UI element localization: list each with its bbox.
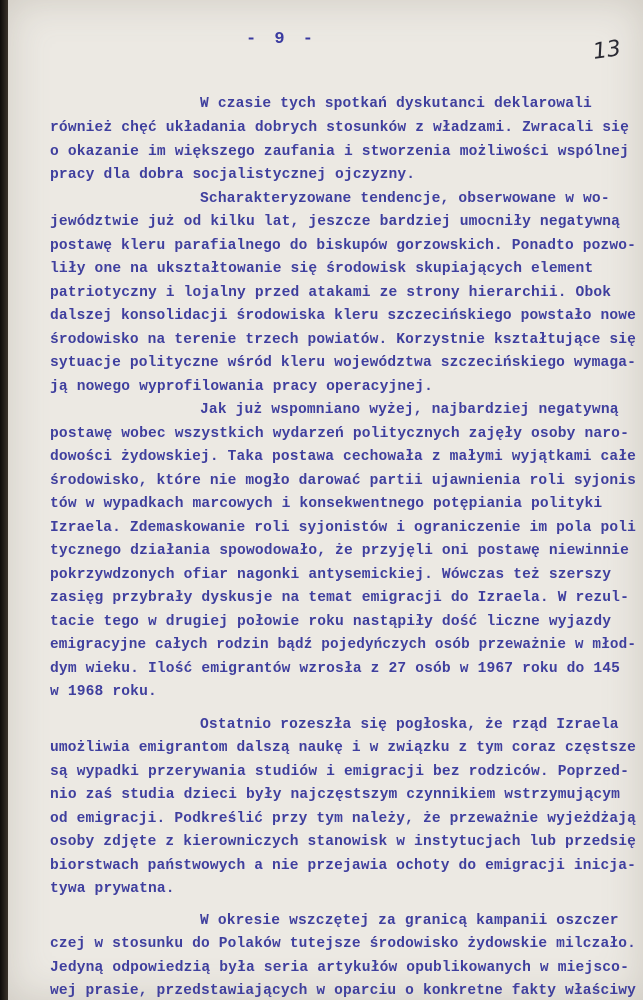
text-line: Izraela. Zdemaskowanie roli syjonistów i ograniczenie im pola poli [50, 520, 637, 536]
page-number: - 9 - [246, 30, 318, 49]
text-line: liły one na ukształtowanie się środowisk skupiających element [50, 261, 594, 277]
text-line: Jak już wspomniano wyżej, najbardziej negatywną [200, 402, 619, 418]
text-line: pokrzywdzonych ofiar nagonki antysemickiej. Wówczas też szerszy [50, 567, 612, 583]
text-line: tacie tego w drugiej połowie roku nastąpiły dość liczne wyjazdy [50, 614, 612, 630]
text-line: postawę wobec wszystkich wydarzeń politycznych zajęły osoby naro- [50, 426, 629, 442]
document-page [8, 0, 643, 1000]
text-line: postawę kleru parafialnego do biskupów gorzowskich. Ponadto pozwo- [50, 238, 637, 254]
text-line: od emigracji. Podkreślić przy tym należy, że przeważnie wyjeżdżają [50, 811, 637, 827]
text-line: środowisko, które nie mogło darować partii ujawnienia roli syjonis [50, 473, 637, 489]
text-line: W czasie tych spotkań dyskutanci deklarowali [200, 96, 592, 112]
text-line: zasięg przybrały dyskusje na temat emigracji do Izraela. W rezul- [50, 590, 629, 606]
text-line: o okazanie im większego zaufania i stworzenia możliwości wspólnej [50, 144, 629, 160]
text-line: nio zaś studia dzieci były najczęstszym czynnikiem wstrzymującym [50, 787, 621, 803]
text-line: emigracyjne całych rodzin bądź pojedyńczych osób przeważnie w młod- [50, 637, 637, 653]
text-line: dym wieku. Ilość emigrantów wzrosła z 27 osób w 1967 roku do 145 [50, 661, 621, 677]
text-line: Jedyną odpowiedzią była seria artykułów opublikowanych w miejsco- [50, 960, 629, 976]
archive-number: 13 [591, 36, 623, 65]
text-line: tywa prywatna. [50, 881, 175, 897]
binding-strip [0, 0, 8, 1000]
text-line: umożliwia emigrantom dalszą naukę i w związku z tym coraz częstsze [50, 740, 637, 756]
text-line: Ostatnio rozeszła się pogłoska, że rząd Izraela [200, 717, 619, 733]
text-line: tycznego działania spowodowało, że przyjęli oni postawę niewinnie [50, 543, 629, 559]
text-line: ją nowego wyprofilowania pracy operacyjnej. [50, 379, 434, 395]
text-line: w 1968 roku. [50, 684, 157, 700]
text-line: dalszej konsolidacji środowiska kleru szczecińskiego powstało nowe [50, 308, 637, 324]
text-line: tów w wypadkach marcowych i konsekwentnego potępiania polityki [50, 496, 603, 512]
text-line: W okresie wszczętej za granicą kampanii oszczer [200, 913, 619, 929]
text-line: biorstwach państwowych a nie przejawia ochoty do emigracji inicja- [50, 858, 637, 874]
text-line: również chęć układania dobrych stosunków z władzami. Zwracali się [50, 120, 629, 136]
text-line: Scharakteryzowane tendencje, obserwowane w wo- [200, 191, 610, 207]
text-line: pracy dla dobra socjalistycznej ojczyzny. [50, 167, 416, 183]
text-line: osoby zdjęte z kierowniczych stanowisk w instytucjach lub przedsię [50, 834, 637, 850]
text-line: dowości żydowskiej. Taka postawa cechowała z małymi wyjątkami całe [50, 449, 637, 465]
text-line: patriotyczny i lojalny przed atakami ze strony hierarchii. Obok [50, 285, 612, 301]
text-line: czej w stosunku do Polaków tutejsze środowisko żydowskie milczało. [50, 936, 637, 952]
text-line: wej prasie, przedstawiających w oparciu o konkretne fakty właściwy [50, 983, 637, 999]
text-line: jewództwie już od kilku lat, jeszcze bardziej umocniły negatywną [50, 214, 621, 230]
text-line: sytuacje polityczne wśród kleru województwa szczecińskiego wymaga- [50, 355, 637, 371]
text-line: są wypadki przerywania studiów i emigracji bez rodziców. Poprzed- [50, 764, 629, 780]
text-line: środowisko na terenie trzech powiatów. Korzystnie kształtujące się [50, 332, 637, 348]
